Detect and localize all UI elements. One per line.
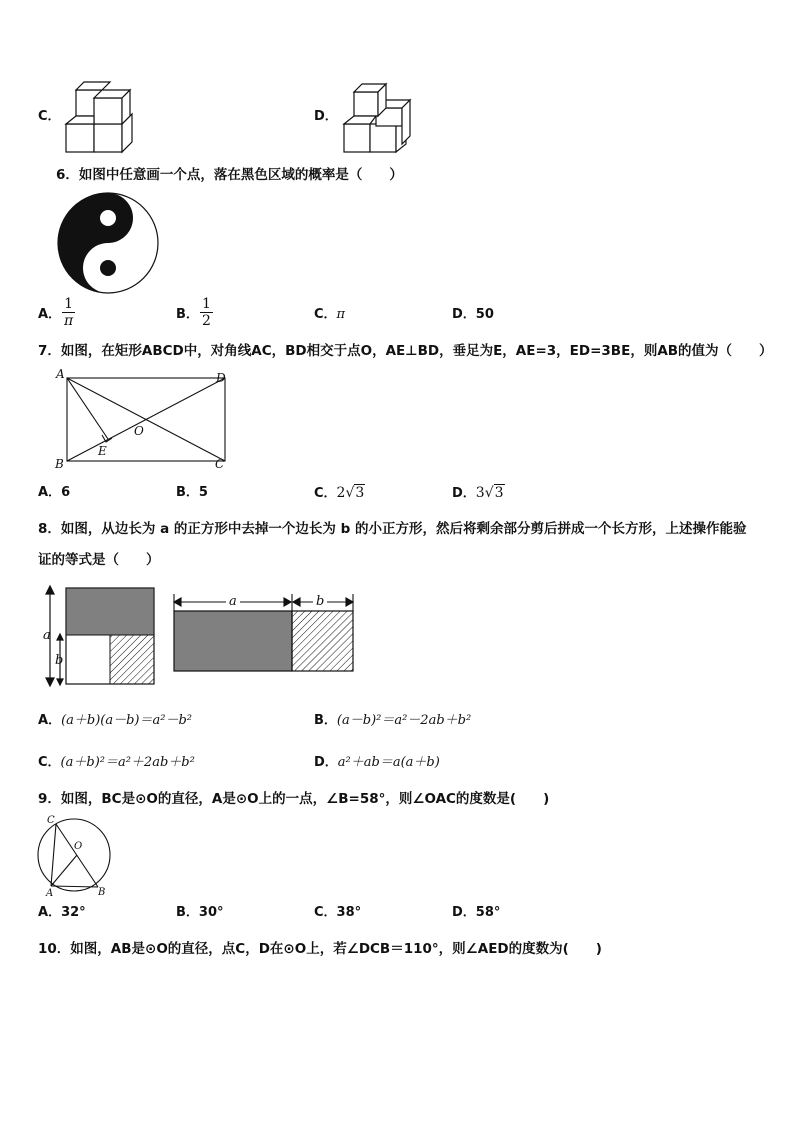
q9-option-c: C．38° [314,905,362,920]
q9-label-a: A [46,888,54,898]
q5-option-c-label: C． [38,109,61,124]
q8-label-b-left: b [55,653,64,668]
q10-question-text: 10．如图，AB是⊙O的直径，点C，D在⊙O上，若∠DCB＝110°，则∠AED的度数为( ) [38,941,602,957]
q9-label-c: C [47,815,55,826]
q9-option-b: B．30° [176,905,224,920]
q7-label-e: E [98,444,107,458]
q8-question-line1: 8．如图，从边长为 a 的正方形中去掉一个边长为 b 的小正方形，然后将剩余部分剪后拼成一个长方形，上述操作能验 [38,521,747,537]
q6-option-d: D．50 [452,307,494,322]
q8-rectangle-figure [170,590,360,676]
q9-question-text: 9．如图，BC是⊙O的直径，A是⊙O上的一点，∠B=58°，则∠OAC的度数是( ) [38,791,550,807]
q7-option-c: C．2√3 [314,485,365,501]
q7-label-b: B [55,457,64,471]
q7-question-text: 7．如图，在矩形ABCD中，对角线AC，BD相交于点O，AE⊥BD，垂足为E，AE=3，ED=3BE，则AB的值为（ ） [38,343,773,359]
q9-label-o: O [74,841,83,852]
q8-option-c: C．(a＋b)²＝a²＋2ab＋b² [38,755,195,770]
q5-option-c-cubes-figure [62,80,144,156]
q7-option-b: B．5 [176,485,208,500]
q6-yin-yang-figure [56,192,162,296]
q6-question-text: 6．如图中任意画一个点，落在黑色区域的概率是（ ） [56,167,403,183]
q7-option-d: D．3√3 [452,485,504,501]
q7-label-c: C [215,457,225,471]
q9-label-b: B [98,887,106,898]
q5-option-d-cubes-figure [340,80,420,156]
q9-option-a: A．32° [38,905,86,920]
q7-rectangle-figure [52,366,236,472]
q8-question-line2: 证的等式是（ ） [38,552,160,568]
q8-label-a-top: a [229,594,237,609]
q7-label-d: D [216,371,226,385]
q8-label-a-left: a [43,628,51,643]
q9-circle-figure [34,814,116,898]
q7-option-a: A．6 [38,485,71,500]
q8-option-d: D．a²＋ab＝a(a＋b) [314,755,440,770]
q9-option-d: D．58° [452,905,501,920]
q7-label-a: A [56,367,65,381]
q6-option-a-fraction: $\frac{1}{\pi}$ [64,296,74,329]
q8-option-b: B．(a－b)²＝a²－2ab＋b² [314,713,472,728]
q8-label-b-top: b [316,594,325,609]
q6-option-b-fraction: $\frac{1}{2}$ [202,296,211,329]
q5-option-d-label: D． [314,109,338,124]
q6-option-a-label: A． [38,307,62,322]
q7-label-o: O [134,424,144,438]
q6-option-c: C．π [314,307,346,322]
q8-square-figure [38,582,160,688]
q8-option-a: A．(a＋b)(a－b)＝a²－b² [38,713,192,728]
q6-option-b-label: B． [176,307,199,322]
